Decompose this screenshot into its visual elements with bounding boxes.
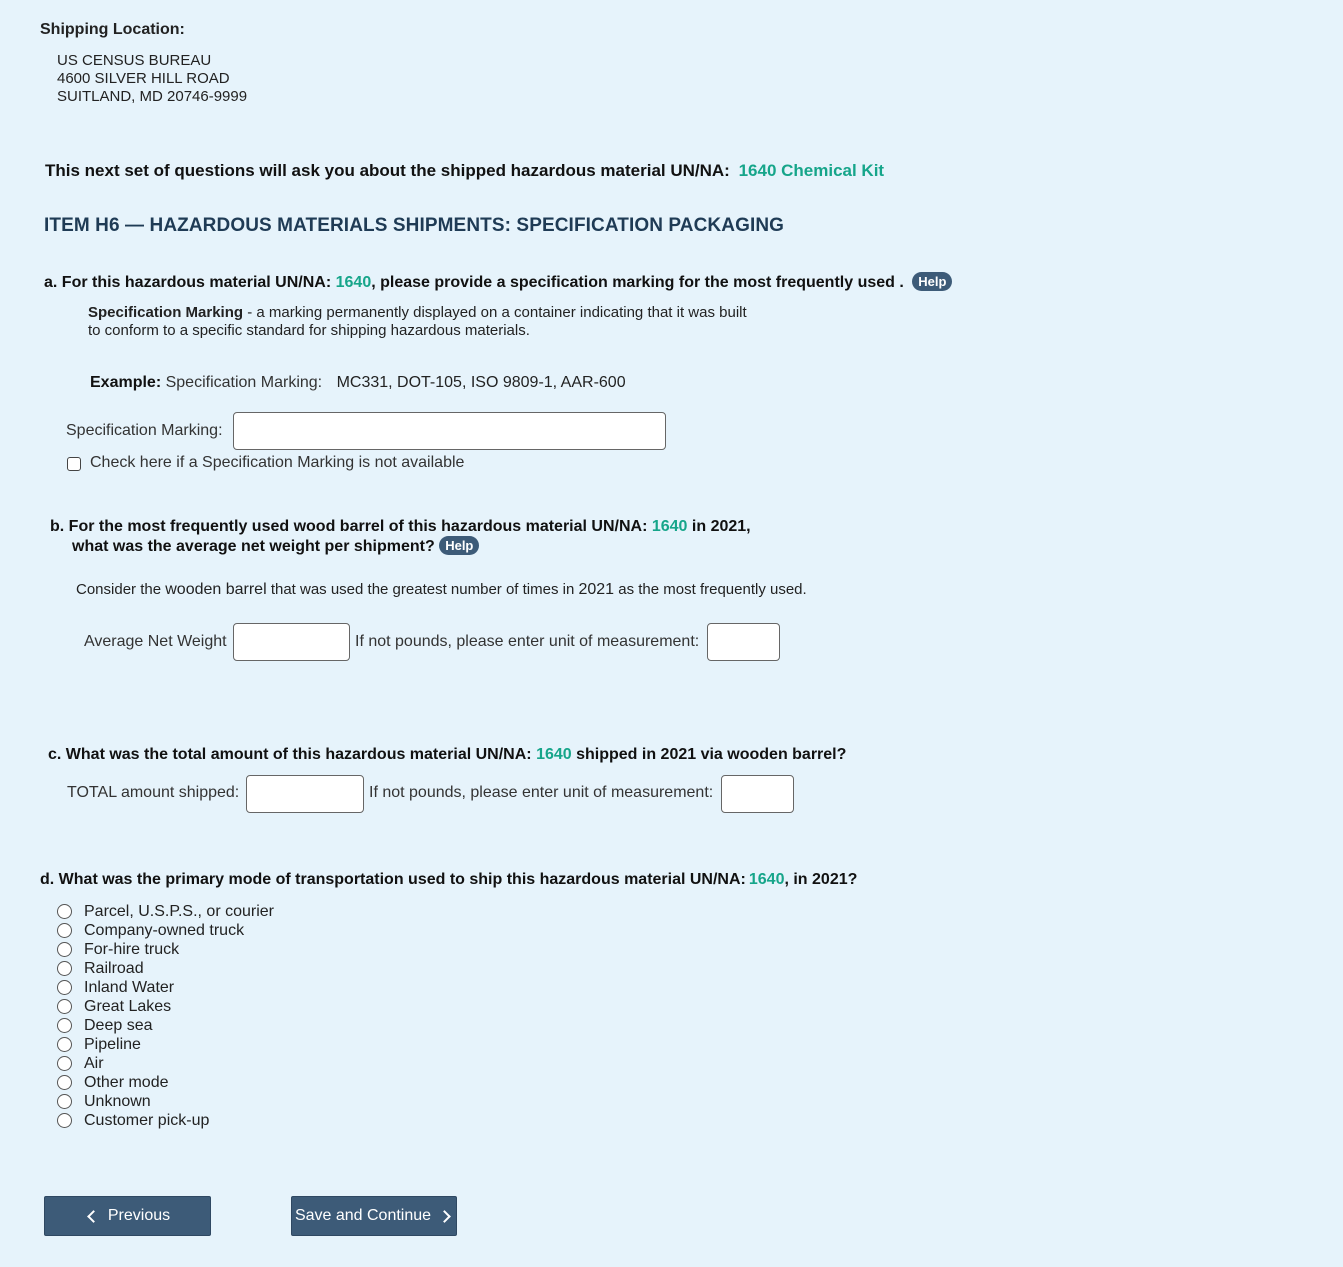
previous-label: Previous [107,1207,171,1224]
question-a-suffix: , please provide a specification marking for the most frequently used . [371,274,904,291]
radio-label: Great Lakes [84,997,172,1015]
question-b-line2: what was the average net weight per shipment? [72,538,435,555]
help-button-b[interactable]: Help [439,536,479,555]
radio-label: Air [84,1054,104,1072]
question-a-prefix: a. For this hazardous material UN/NA: [44,274,332,291]
weight-unit-input[interactable] [707,623,780,661]
radio-option-inland-water[interactable] [57,978,174,997]
radio-button[interactable] [57,1094,72,1109]
shipping-location-label: Shipping Location: [40,21,185,38]
consider-mid: that was used the greatest number of times in [270,581,575,598]
save-and-continue-button[interactable] [291,1196,457,1236]
question-c [48,745,846,764]
consider-post: as the most frequently used. [618,581,807,598]
radio-option-for-hire-truck[interactable] [57,940,179,959]
total-unit-input[interactable] [721,775,794,813]
definition-term: Specification Marking [88,304,244,321]
item-title: ITEM H6 — HAZARDOUS MATERIALS SHIPMENTS: SPECIFICATION PACKAGING [44,215,785,236]
radio-button[interactable] [57,1113,72,1128]
material-name: 1640 Chemical Kit [738,161,885,180]
radio-label: Deep sea [84,1016,153,1034]
un-number-d: 1640 [748,871,785,888]
total-amount-label: TOTAL amount shipped: [67,784,240,801]
radio-button[interactable] [57,942,72,957]
radio-label: Other mode [84,1073,169,1091]
definition-text: - a marking permanently displayed on a container indicating that it was built [243,304,747,321]
radio-option-customer-pickup[interactable] [57,1111,209,1130]
question-c-prefix: c. What was the total amount of this hazardous material UN/NA: [48,746,532,763]
example-label: Example: [90,374,162,391]
question-b [50,517,751,556]
radio-option-air[interactable] [57,1054,104,1073]
radio-option-company-truck[interactable] [57,921,244,940]
question-c-suffix: shipped in 2021 via wooden barrel? [571,746,847,763]
radio-label: Railroad [84,959,144,977]
total-amount-input[interactable] [246,775,364,813]
radio-option-great-lakes[interactable] [57,997,171,1016]
radio-label: For-hire truck [84,940,180,958]
radio-button[interactable] [57,904,72,919]
radio-button[interactable] [57,999,72,1014]
spec-marking-unavailable-checkbox[interactable] [67,457,81,471]
help-button-a[interactable]: Help [912,272,952,291]
radio-option-unknown[interactable] [57,1092,151,1111]
question-a [44,272,952,292]
un-number-c: 1640 [536,746,572,763]
radio-label: Company-owned truck [84,921,245,939]
chevron-right-icon [438,1210,451,1223]
intro-text [45,161,884,181]
chevron-left-icon [87,1210,100,1223]
radio-option-parcel[interactable] [57,902,274,921]
radio-button[interactable] [57,961,72,976]
radio-option-railroad[interactable] [57,959,144,978]
radio-option-pipeline[interactable] [57,1035,141,1054]
question-b-prefix: b. For the most frequently used wood barrel of this hazardous material UN/NA: [50,518,648,535]
question-d [40,870,857,889]
radio-button[interactable] [57,1037,72,1052]
weight-unit-label: If not pounds, please enter unit of measurement: [355,633,700,650]
definition-text-2: to conform to a specific standard for shipping hazardous materials. [88,322,530,339]
question-d-prefix: d. What was the primary mode of transportation used to ship this hazardous material UN/NA: [40,871,746,888]
un-number: 1640 [335,274,372,291]
consider-pre: Consider the [76,581,162,598]
consider-year: 2021 [578,581,615,598]
question-d-suffix: , in 2021? [784,871,858,888]
radio-label: Unknown [84,1092,151,1110]
radio-button[interactable] [57,1056,72,1071]
radio-label: Customer pick-up [84,1111,210,1129]
consider-text [76,581,807,599]
question-b-year: in 2021, [687,518,751,535]
address-line-1: US CENSUS BUREAU [57,52,212,69]
radio-button[interactable] [57,923,72,938]
example-block [90,374,626,392]
spec-marking-unavailable-label: Check here if a Specification Marking is not available [90,454,465,471]
un-number-b: 1640 [651,518,688,535]
radio-button[interactable] [57,1018,72,1033]
address-line-2: 4600 SILVER HILL ROAD [57,70,230,87]
shipping-address [57,52,247,106]
average-net-weight-label: Average Net Weight [84,633,227,650]
address-line-3: SUITLAND, MD 20746-9999 [57,88,248,105]
average-net-weight-input[interactable] [233,623,350,661]
definition-block [88,304,747,340]
example-field-label: Specification Marking: [165,374,323,391]
spec-marking-input[interactable] [233,412,666,450]
previous-button[interactable] [44,1196,211,1236]
radio-option-other-mode[interactable] [57,1073,168,1092]
example-values: MC331, DOT-105, ISO 9809-1, AAR-600 [336,374,626,391]
total-unit-label: If not pounds, please enter unit of measurement: [369,784,714,801]
spec-marking-label: Specification Marking: [66,422,223,439]
intro-prefix: This next set of questions will ask you about the shipped hazardous material UN/NA: [45,161,730,180]
radio-button[interactable] [57,1075,72,1090]
radio-option-deep-sea[interactable] [57,1016,153,1035]
radio-button[interactable] [57,980,72,995]
consider-item: wooden barrel [165,581,267,598]
radio-label: Inland Water [84,978,175,996]
radio-label: Pipeline [84,1035,141,1053]
save-and-continue-label: Save and Continue [294,1207,432,1224]
radio-label: Parcel, U.S.P.S., or courier [84,902,274,920]
